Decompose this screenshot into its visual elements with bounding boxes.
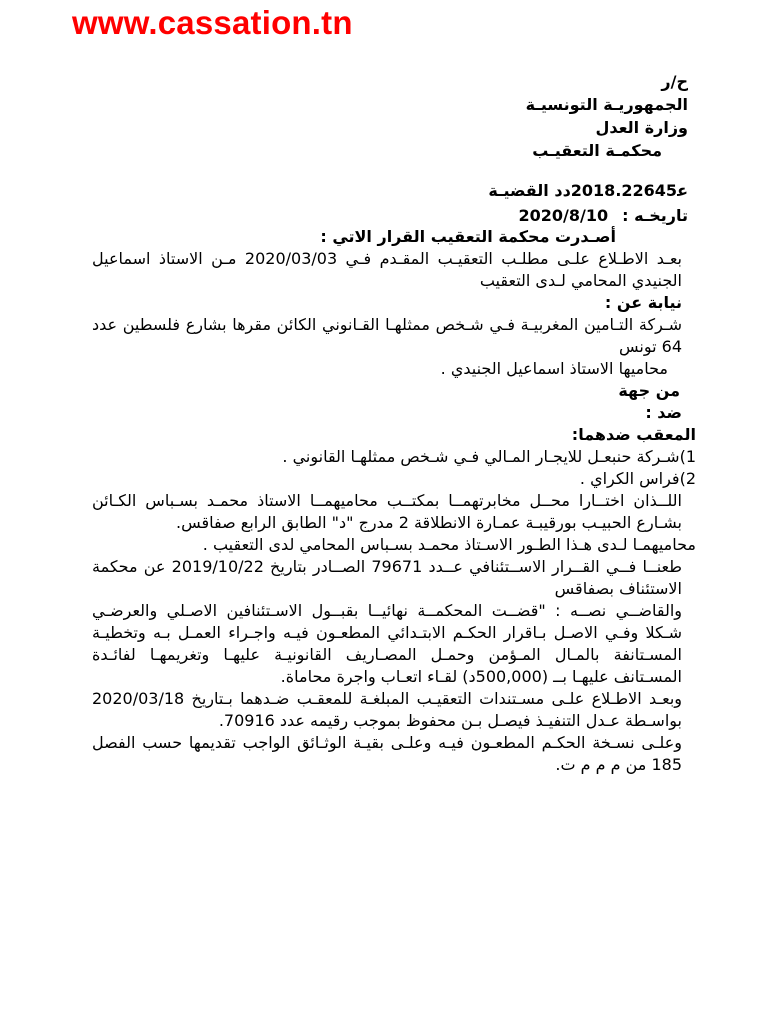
header-court: محكمـة التعقيـب [532,141,662,160]
decision-intro: أصـدرت محكمة التعقيب القرار الاتي : [320,227,616,246]
against-heading: ضد : [645,403,682,422]
paragraph-documents: وعلـى نسـخة الحكـم المطعـون فيـه وعلـى بقيـة الوثـائق الواجب تقديمها حسب الفصل 185 من م م م ت. [92,733,682,774]
decision-body [92,226,696,776]
case-date-value: 2020/8/10 [518,206,609,225]
respondent-1: 1)شـركة حنبعـل للايجـار المـالي فـي شـخص ممثلهـا القانوني . [282,447,696,466]
from-side-label: من جهة [618,381,680,400]
site-url-watermark: www.cassation.tn [72,4,353,41]
case-date-row [288,203,688,228]
paragraph-notification: وبعـد الاطـلاع علـى مسـتندات التعقيـب المبلغـة للمعقـب ضـدهما بـتاريخ 2020/03/18 بواسـطة عـدل التنفيـذ فيصـل بـن محفوظ بموجب رقيمه عدد 70916. [92,689,682,730]
case-date-label: تاريخـه : [622,206,688,225]
paragraph-appealed-decision: طعنــا فــي القــرار الاســتئنافي عــدد 79671 الصــادر بتاريخ 2019/10/22 عن محكمة الاستئناف بصفاقس [92,557,682,598]
case-info [288,178,688,228]
paragraph-respondents-lawyer: محاميهمـا لـدى هـذا الطـور الاسـتاذ محمـد بسـباس المحامي لدى التعقيب . [202,535,696,554]
paragraph-decision-text: والقاضــي نصــه : "قضــت المحكمــة نهائيــا بقبــول الاسـتئنافين الاصـلي والعرضـي شـكلا وفـي الاصـل بـاقرار الحكـم الابتـدائي المطعـون فيـه واجـراء العمـل بـه وتخطيـة المسـتانفة بالمـال المـؤمن وحمـل المصـاريف القانونيـة عليهـا وتغريمهـا لفائـدة المسـتانف عليهـا بــ (500,000د) لقـاء اتعـاب واجرة محاماة. [92,601,682,686]
document-header [368,70,688,162]
paragraph-appellant: شـركة التـامين المغربيـة فـي شـخص ممثلهـا القـانوني الكائن مقرها بشارع فلسطين عدد 64 تونس [92,315,682,356]
respondent-2: 2)فراس الكراي . [579,469,696,488]
paragraph-respondents-address: اللــذان اختــارا محــل مخابرتهمــا بمكتــب محاميهمــا الاستاذ محمـد بسـباس الكـائن بشـارع الحبيـب بورقيبـة عمـارة الانطلاقة 2 مدرج "د" الطابق الرابع صفاقس. [92,491,682,532]
on-behalf-heading: نيابة عن : [604,293,682,312]
paragraph-appeal-request: بعـد الاطـلاع علـى مطلـب التعقيـب المقـدم فـي 2020/03/03 مـن الاستاذ اسماعيل الجنيدي المحامي لـدى التعقيب [92,249,683,290]
header-republic: الجمهوريـة التونسيـة [525,95,688,114]
respondents-heading: المعقب ضدهما: [571,425,696,444]
case-number: ع‍2018.22645دد القضيـة [488,181,688,200]
header-ministry: وزارة العدل [595,118,688,137]
paragraph-appellant-lawyer: محاميها الاستاذ اسماعيل الجنيدي . [440,359,668,378]
header-initials: ح/ر [661,72,688,91]
